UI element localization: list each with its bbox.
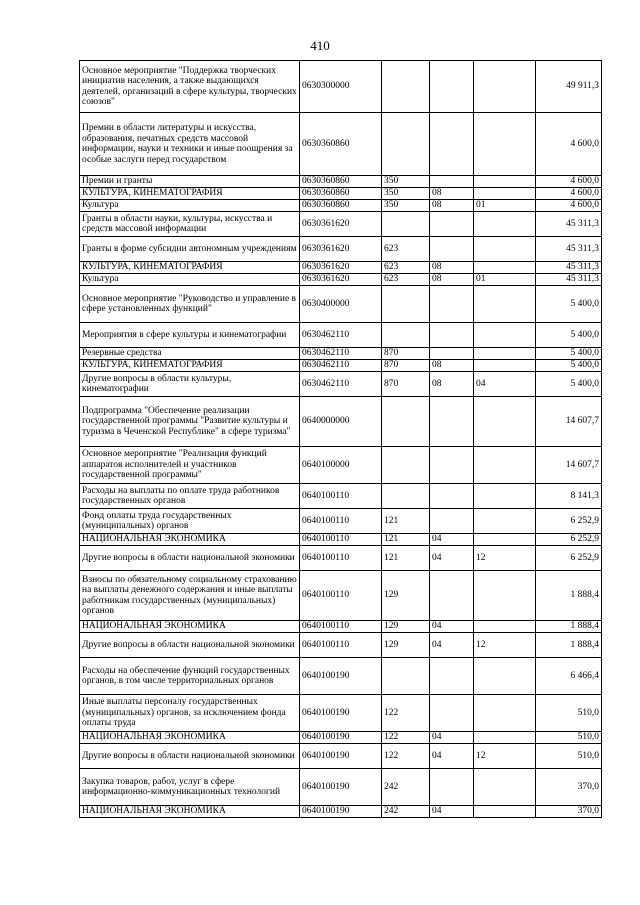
- row-subsection-cell: [474, 188, 536, 200]
- row-code-cell: 0640100190: [300, 744, 382, 769]
- row-name-cell: Резервные средства: [80, 348, 300, 360]
- row-code-cell: 0640100110: [300, 546, 382, 571]
- table-row: [80, 372, 602, 397]
- table-row: [80, 447, 602, 484]
- row-code-cell: 0640100110: [300, 621, 382, 633]
- row-expense-type-cell: 623: [382, 262, 430, 274]
- row-expense-type-cell: [382, 61, 430, 113]
- row-code-cell: 0640100190: [300, 658, 382, 695]
- row-subsection-cell: [474, 286, 536, 323]
- row-code-cell: 0640100110: [300, 509, 382, 534]
- row-name-cell: Расходы на выплаты по оплате труда работников государственных органов: [80, 484, 300, 509]
- table-row: [80, 286, 602, 323]
- row-code-cell: 0640100110: [300, 484, 382, 509]
- row-sum-cell: 4 600,0: [536, 200, 602, 212]
- row-expense-type-cell: 350: [382, 200, 430, 212]
- table-row: [80, 744, 602, 769]
- row-section-cell: 04: [430, 546, 474, 571]
- row-section-cell: [430, 571, 474, 621]
- row-subsection-cell: [474, 262, 536, 274]
- row-expense-type-cell: 623: [382, 274, 430, 286]
- page-number: 410: [310, 38, 330, 53]
- row-name-cell: Расходы на обеспечение функций государственных органов, в том числе территориальных органов: [80, 658, 300, 695]
- row-expense-type-cell: [382, 323, 430, 348]
- row-code-cell: 0630462110: [300, 348, 382, 360]
- row-subsection-cell: 12: [474, 744, 536, 769]
- row-expense-type-cell: 121: [382, 546, 430, 571]
- row-sum-cell: 6 252,9: [536, 534, 602, 546]
- row-code-cell: 0630300000: [300, 61, 382, 113]
- row-code-cell: 0630361620: [300, 237, 382, 262]
- row-section-cell: 04: [430, 806, 474, 818]
- row-sum-cell: 45 311,3: [536, 237, 602, 262]
- row-subsection-cell: 01: [474, 200, 536, 212]
- row-expense-type-cell: 623: [382, 237, 430, 262]
- row-section-cell: 04: [430, 744, 474, 769]
- row-sum-cell: 370,0: [536, 806, 602, 818]
- table-row: [80, 348, 602, 360]
- row-code-cell: 0640100190: [300, 769, 382, 806]
- table-row: [80, 237, 602, 262]
- table-row: [80, 61, 602, 113]
- row-code-cell: 0630361620: [300, 274, 382, 286]
- row-subsection-cell: [474, 360, 536, 372]
- row-section-cell: [430, 237, 474, 262]
- row-name-cell: Другие вопросы в области национальной экономики: [80, 744, 300, 769]
- table-row: [80, 262, 602, 274]
- row-section-cell: 08: [430, 372, 474, 397]
- row-sum-cell: 370,0: [536, 769, 602, 806]
- row-code-cell: 0630361620: [300, 212, 382, 237]
- row-code-cell: 0630462110: [300, 360, 382, 372]
- row-code-cell: 0640100110: [300, 571, 382, 621]
- row-section-cell: 04: [430, 621, 474, 633]
- row-subsection-cell: [474, 323, 536, 348]
- row-name-cell: Иные выплаты персоналу государственных (муниципальных) органов, за исключением фонда оплаты труда: [80, 695, 300, 732]
- row-subsection-cell: [474, 534, 536, 546]
- row-subsection-cell: [474, 348, 536, 360]
- row-name-cell: Основное мероприятие "Поддержка творческих инициатив населения, а также выдающихся деятелей, организаций в сфере культуры, творческих союзов": [80, 61, 300, 113]
- row-expense-type-cell: [382, 212, 430, 237]
- row-sum-cell: 45 311,3: [536, 274, 602, 286]
- row-subsection-cell: 12: [474, 546, 536, 571]
- row-subsection-cell: [474, 113, 536, 176]
- row-sum-cell: 510,0: [536, 695, 602, 732]
- row-section-cell: [430, 484, 474, 509]
- row-subsection-cell: [474, 237, 536, 262]
- row-code-cell: 0640000000: [300, 397, 382, 447]
- row-name-cell: Мероприятия в сфере культуры и кинематографии: [80, 323, 300, 348]
- row-code-cell: 0630360860: [300, 113, 382, 176]
- row-code-cell: 0640100110: [300, 633, 382, 658]
- row-name-cell: КУЛЬТУРА, КИНЕМАТОГРАФИЯ: [80, 360, 300, 372]
- row-name-cell: НАЦИОНАЛЬНАЯ ЭКОНОМИКА: [80, 806, 300, 818]
- row-subsection-cell: [474, 61, 536, 113]
- row-sum-cell: 4 600,0: [536, 113, 602, 176]
- row-subsection-cell: [474, 447, 536, 484]
- row-section-cell: [430, 509, 474, 534]
- row-sum-cell: 6 252,9: [536, 509, 602, 534]
- row-code-cell: 0630400000: [300, 286, 382, 323]
- row-section-cell: 08: [430, 188, 474, 200]
- row-sum-cell: 5 400,0: [536, 286, 602, 323]
- row-sum-cell: 5 400,0: [536, 360, 602, 372]
- row-subsection-cell: 12: [474, 633, 536, 658]
- row-section-cell: 08: [430, 262, 474, 274]
- row-expense-type-cell: 242: [382, 806, 430, 818]
- table-row: [80, 633, 602, 658]
- row-name-cell: НАЦИОНАЛЬНАЯ ЭКОНОМИКА: [80, 534, 300, 546]
- row-sum-cell: 510,0: [536, 732, 602, 744]
- table-row: [80, 212, 602, 237]
- row-sum-cell: 1 888,4: [536, 571, 602, 621]
- row-sum-cell: 1 888,4: [536, 621, 602, 633]
- row-section-cell: [430, 348, 474, 360]
- table-row: [80, 658, 602, 695]
- row-expense-type-cell: 350: [382, 176, 430, 188]
- row-sum-cell: 45 311,3: [536, 212, 602, 237]
- row-expense-type-cell: 121: [382, 534, 430, 546]
- row-section-cell: 08: [430, 274, 474, 286]
- row-section-cell: [430, 323, 474, 348]
- table-row: [80, 200, 602, 212]
- row-section-cell: [430, 212, 474, 237]
- row-expense-type-cell: 122: [382, 732, 430, 744]
- table-row: [80, 571, 602, 621]
- row-sum-cell: 5 400,0: [536, 372, 602, 397]
- row-code-cell: 0630462110: [300, 323, 382, 348]
- table-row: [80, 113, 602, 176]
- row-sum-cell: 1 888,4: [536, 633, 602, 658]
- row-subsection-cell: [474, 658, 536, 695]
- table-row: [80, 323, 602, 348]
- table-row: [80, 769, 602, 806]
- row-section-cell: 04: [430, 534, 474, 546]
- row-expense-type-cell: 870: [382, 360, 430, 372]
- row-subsection-cell: 01: [474, 274, 536, 286]
- row-sum-cell: 8 141,3: [536, 484, 602, 509]
- row-expense-type-cell: [382, 484, 430, 509]
- row-sum-cell: 4 600,0: [536, 176, 602, 188]
- row-expense-type-cell: 870: [382, 348, 430, 360]
- row-section-cell: [430, 176, 474, 188]
- row-subsection-cell: [474, 509, 536, 534]
- row-sum-cell: 14 607,7: [536, 397, 602, 447]
- row-section-cell: [430, 61, 474, 113]
- row-subsection-cell: [474, 621, 536, 633]
- row-expense-type-cell: [382, 397, 430, 447]
- row-section-cell: [430, 397, 474, 447]
- row-expense-type-cell: 129: [382, 633, 430, 658]
- row-section-cell: [430, 113, 474, 176]
- row-sum-cell: 5 400,0: [536, 323, 602, 348]
- row-code-cell: 0640100110: [300, 534, 382, 546]
- row-subsection-cell: [474, 484, 536, 509]
- row-expense-type-cell: 870: [382, 372, 430, 397]
- row-code-cell: 0640100190: [300, 695, 382, 732]
- row-name-cell: Другие вопросы в области национальной экономики: [80, 546, 300, 571]
- row-expense-type-cell: 242: [382, 769, 430, 806]
- row-name-cell: КУЛЬТУРА, КИНЕМАТОГРАФИЯ: [80, 262, 300, 274]
- row-expense-type-cell: 122: [382, 695, 430, 732]
- row-name-cell: КУЛЬТУРА, КИНЕМАТОГРАФИЯ: [80, 188, 300, 200]
- row-name-cell: НАЦИОНАЛЬНАЯ ЭКОНОМИКА: [80, 732, 300, 744]
- row-expense-type-cell: 129: [382, 621, 430, 633]
- table-row: [80, 621, 602, 633]
- table-row: [80, 732, 602, 744]
- row-sum-cell: 5 400,0: [536, 348, 602, 360]
- table-row: [80, 188, 602, 200]
- row-sum-cell: 510,0: [536, 744, 602, 769]
- row-name-cell: Культура: [80, 274, 300, 286]
- row-code-cell: 0640100000: [300, 447, 382, 484]
- table-row: [80, 806, 602, 818]
- row-section-cell: [430, 286, 474, 323]
- table-row: [80, 484, 602, 509]
- row-name-cell: НАЦИОНАЛЬНАЯ ЭКОНОМИКА: [80, 621, 300, 633]
- row-section-cell: [430, 695, 474, 732]
- row-subsection-cell: [474, 732, 536, 744]
- budget-table-body: [80, 61, 602, 818]
- row-sum-cell: 14 607,7: [536, 447, 602, 484]
- row-code-cell: 0640100190: [300, 732, 382, 744]
- row-name-cell: Гранты в форме субсидии автономным учреждениям: [80, 237, 300, 262]
- row-section-cell: 04: [430, 633, 474, 658]
- row-sum-cell: 45 311,3: [536, 262, 602, 274]
- row-section-cell: [430, 658, 474, 695]
- row-section-cell: 04: [430, 732, 474, 744]
- table-row: [80, 534, 602, 546]
- row-subsection-cell: [474, 571, 536, 621]
- row-code-cell: 0630360860: [300, 188, 382, 200]
- row-subsection-cell: [474, 769, 536, 806]
- row-expense-type-cell: [382, 658, 430, 695]
- row-sum-cell: 6 466,4: [536, 658, 602, 695]
- row-code-cell: 0630462110: [300, 372, 382, 397]
- table-row: [80, 274, 602, 286]
- row-expense-type-cell: 350: [382, 188, 430, 200]
- row-name-cell: Гранты в области науки, культуры, искусства и средств массовой информации: [80, 212, 300, 237]
- row-expense-type-cell: [382, 447, 430, 484]
- row-subsection-cell: 04: [474, 372, 536, 397]
- row-sum-cell: 6 252,9: [536, 546, 602, 571]
- row-section-cell: [430, 447, 474, 484]
- row-subsection-cell: [474, 695, 536, 732]
- row-section-cell: 08: [430, 360, 474, 372]
- row-expense-type-cell: [382, 113, 430, 176]
- table-row: [80, 695, 602, 732]
- row-code-cell: 0630360860: [300, 176, 382, 188]
- row-sum-cell: 4 600,0: [536, 188, 602, 200]
- row-code-cell: 0630360860: [300, 200, 382, 212]
- row-sum-cell: 49 911,3: [536, 61, 602, 113]
- row-code-cell: 0630361620: [300, 262, 382, 274]
- table-row: [80, 360, 602, 372]
- table-row: [80, 397, 602, 447]
- row-name-cell: Фонд оплаты труда государственных (муниципальных) органов: [80, 509, 300, 534]
- row-expense-type-cell: [382, 286, 430, 323]
- row-code-cell: 0640100190: [300, 806, 382, 818]
- row-name-cell: Закупка товаров, работ, услуг в сфере информационно-коммуникационных технологий: [80, 769, 300, 806]
- row-name-cell: Другие вопросы в области национальной экономики: [80, 633, 300, 658]
- row-section-cell: 08: [430, 200, 474, 212]
- row-name-cell: Подпрограмма "Обеспечение реализации государственной программы "Развитие культуры и туризма в Чеченской Республике" в сфере туризма": [80, 397, 300, 447]
- table-row: [80, 176, 602, 188]
- table-row: [80, 509, 602, 534]
- row-section-cell: [430, 769, 474, 806]
- budget-table: [79, 60, 602, 818]
- row-subsection-cell: [474, 806, 536, 818]
- row-name-cell: Взносы по обязательному социальному страхованию на выплаты денежного содержания и иные выплаты работникам государственных (муниципальных) органов: [80, 571, 300, 621]
- row-name-cell: Основное мероприятие "Реализация функций аппаратов исполнителей и участников государственной программы": [80, 447, 300, 484]
- row-subsection-cell: [474, 176, 536, 188]
- row-name-cell: Премии и гранты: [80, 176, 300, 188]
- row-name-cell: Премии в области литературы и искусства, образования, печатных средств массовой информации, науки и техники и иные поощрения за особые заслуги перед государством: [80, 113, 300, 176]
- row-subsection-cell: [474, 397, 536, 447]
- table-row: [80, 546, 602, 571]
- row-name-cell: Культура: [80, 200, 300, 212]
- row-expense-type-cell: 121: [382, 509, 430, 534]
- row-subsection-cell: [474, 212, 536, 237]
- row-name-cell: Другие вопросы в области культуры, кинематографии: [80, 372, 300, 397]
- row-expense-type-cell: 129: [382, 571, 430, 621]
- row-name-cell: Основное мероприятие "Руководство и управление в сфере установленных функций": [80, 286, 300, 323]
- row-expense-type-cell: 122: [382, 744, 430, 769]
